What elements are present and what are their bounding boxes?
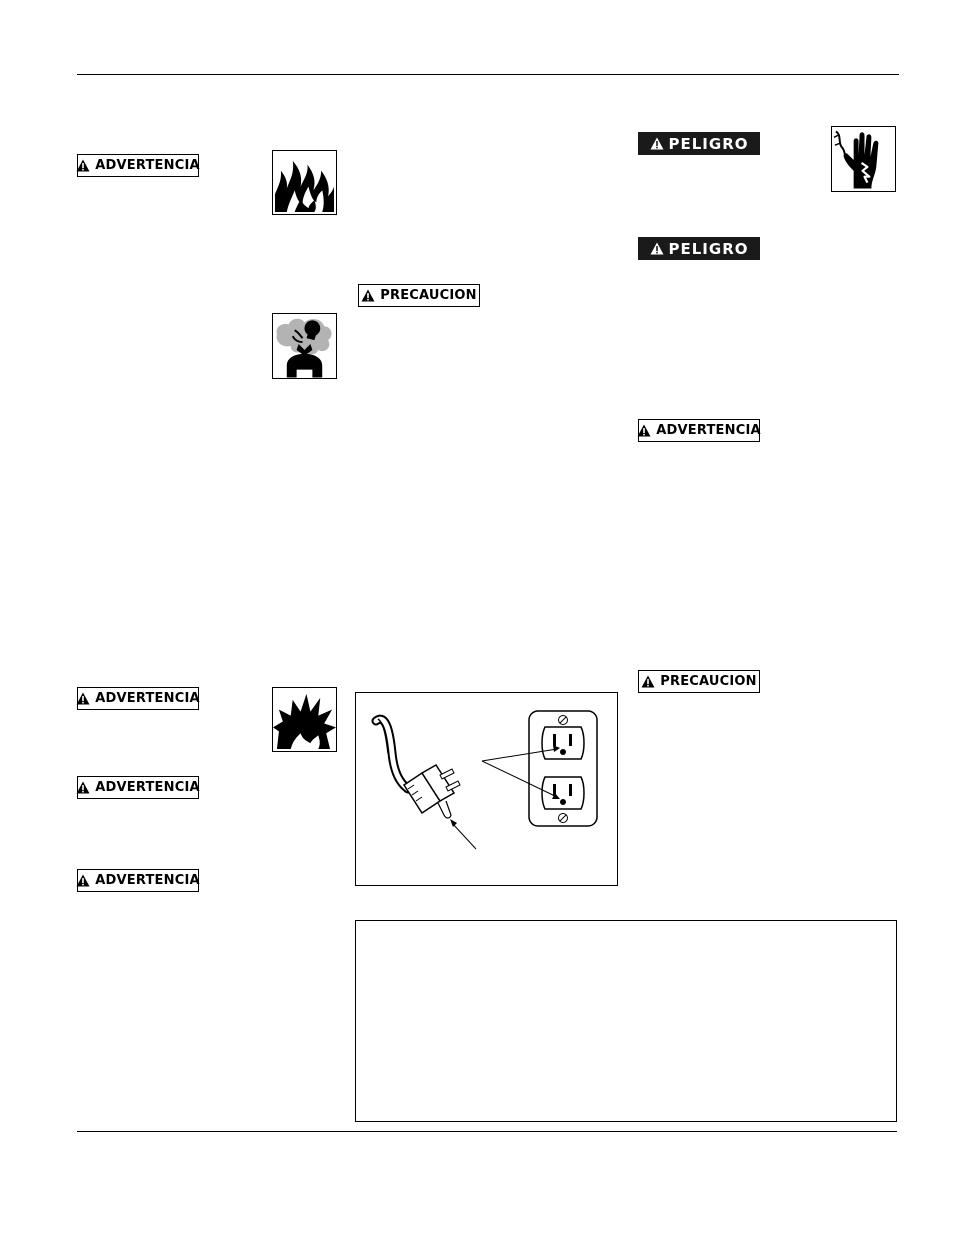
fire-hazard-icon (272, 150, 337, 215)
precaucion-badge-2 (638, 670, 760, 693)
badge-label: PRECAUCION (380, 288, 477, 303)
advertencia-badge-5 (638, 419, 760, 442)
peligro-badge-1 (638, 132, 760, 155)
badge-label: ADVERTENCIA (95, 691, 200, 706)
badge-label: PELIGRO (668, 239, 749, 258)
grounded-plug-diagram (355, 692, 618, 886)
peligro-badge-2 (638, 237, 760, 260)
badge-label: ADVERTENCIA (656, 423, 761, 438)
badge-label: ADVERTENCIA (95, 158, 200, 173)
toxic-fumes-hazard-icon (272, 313, 337, 379)
electric-shock-hand-icon (831, 126, 896, 192)
alert-triangle-icon (650, 137, 664, 150)
badge-label: PELIGRO (668, 134, 749, 153)
alert-triangle-icon (76, 159, 90, 172)
alert-triangle-icon (76, 874, 90, 887)
precaucion-badge-1 (358, 284, 480, 307)
footer-rule (77, 1131, 897, 1132)
header-rule (77, 74, 899, 75)
notice-box (355, 920, 897, 1122)
explosion-hazard-icon (272, 687, 337, 752)
alert-triangle-icon (76, 781, 90, 794)
advertencia-badge-4 (77, 869, 199, 892)
advertencia-badge-3 (77, 776, 199, 799)
alert-triangle-icon (641, 675, 655, 688)
badge-label: ADVERTENCIA (95, 873, 200, 888)
advertencia-badge-1 (77, 154, 199, 177)
alert-triangle-icon (650, 242, 664, 255)
alert-triangle-icon (76, 692, 90, 705)
alert-triangle-icon (361, 289, 375, 302)
alert-triangle-icon (637, 424, 651, 437)
advertencia-badge-2 (77, 687, 199, 710)
badge-label: PRECAUCION (660, 674, 757, 689)
badge-label: ADVERTENCIA (95, 780, 200, 795)
